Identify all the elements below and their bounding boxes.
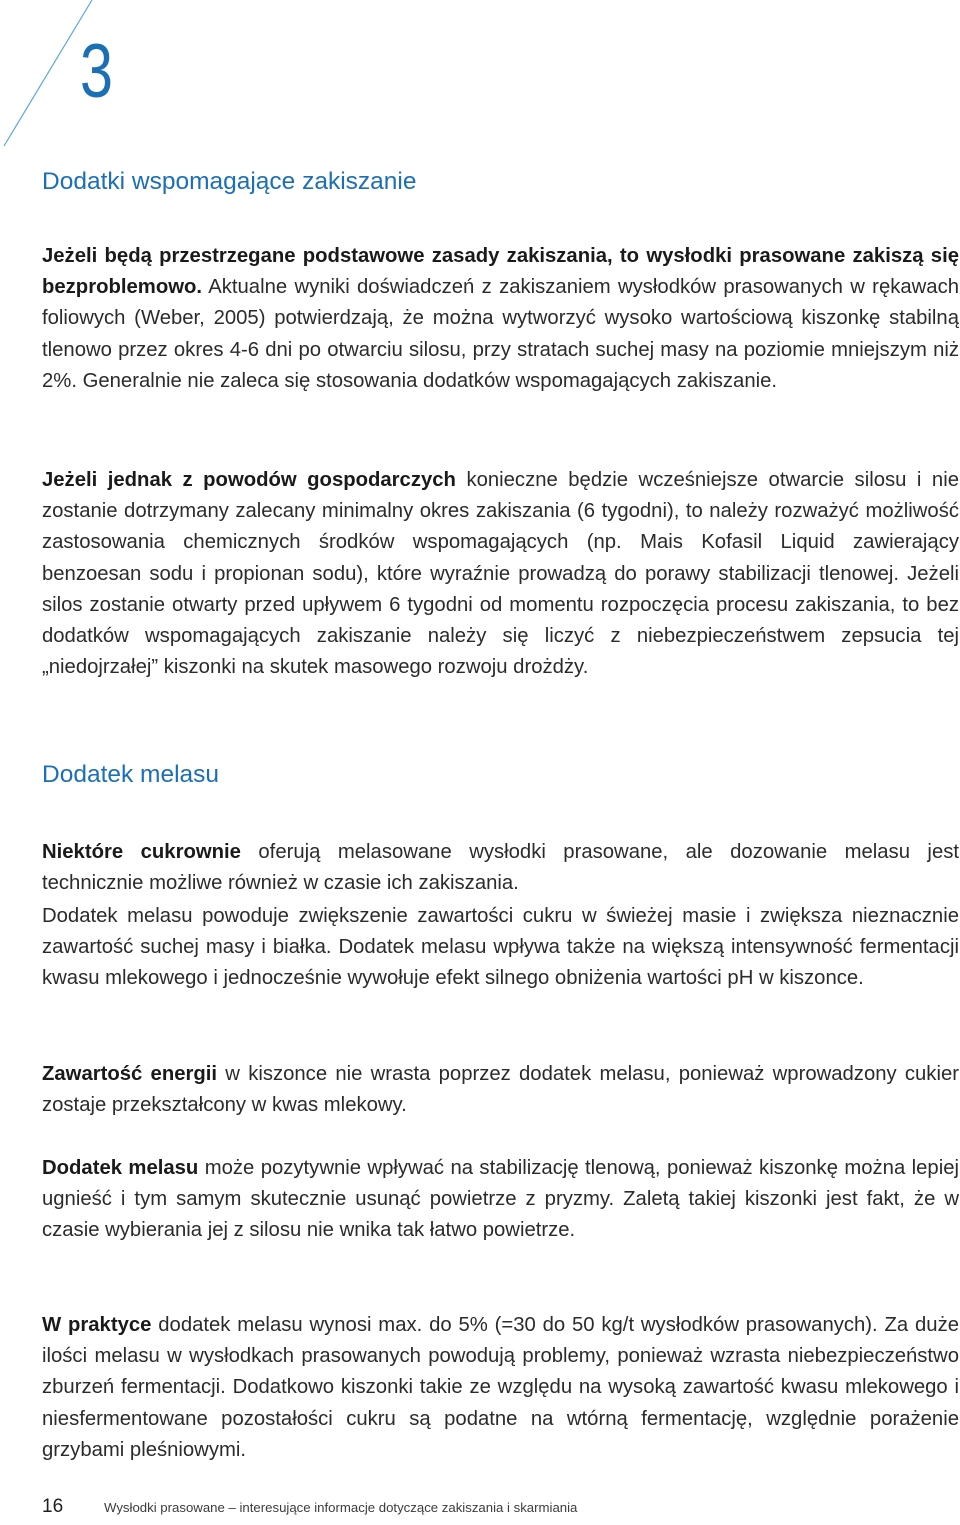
paragraph-economic-bold: Jeżeli jednak z powodów gospodarczych <box>42 469 456 491</box>
section-heading-molasses: Dodatek melasu <box>42 761 220 788</box>
paragraph-sugar-factories-text: oferują melasowane wysłodki prasowane, ale dozowanie melasu jest technicznie możliwe również w czasie ich zakiszania. <box>42 841 959 895</box>
paragraph-in-practice <box>42 1310 959 1466</box>
paragraph-in-practice-text: dodatek melasu wynosi max. do 5% (=30 do 50 kg/t wysłodków prasowanych). Za duże ilości melasu w wysłodkach prasowanych powodują problemy, ponieważ wzrasta niebezpieczeństwo zburzeń fermentacji. Dodatkowo kiszonki takie ze względu na wysoką zawartość kwasu mlekowego i niesfermentowane pozostałości cukru są podatne na wtórną fermentację, względnie porażenie grzybami pleśniowymi. <box>42 1314 960 1461</box>
paragraph-in-practice-bold: W praktyce <box>42 1314 152 1336</box>
paragraph-molasses-effects-text: Dodatek melasu powoduje zwiększenie zawartości cukru w świeżej masie i zwiększa nieznacznie zawartość suchej masy i białka. Dodatek melasu wpływa także na większą intensywność fermentacji kwasu mlekowego i jednocześnie wywołuje efekt silnego obniżenia wartości pH w kiszonce. <box>42 905 959 990</box>
paragraph-intro-text: Aktualne wyniki doświadczeń z zakiszaniem wysłodków prasowanych w rękawach foliowych (Weber, 2005) potwierdzają, że można wytworzyć wysoko wartościową kiszonkę stabilną tlenowo przez okres 4-6 dni po otwarciu silosu, przy stratach suchej masy na poziomie mniejszym niż 2%. Generalnie nie zaleca się stosowania dodatków wspomagających zakiszanie. <box>42 276 959 392</box>
running-title: Wysłodki prasowane – interesujące informacje dotyczące zakiszania i skarmiania <box>104 1500 578 1515</box>
paragraph-energy-bold: Zawartość energii <box>42 1063 218 1085</box>
paragraph-energy-text: w kiszonce nie wrasta poprzez dodatek melasu, ponieważ wprowadzony cukier zostaje przekształcony w kwas mlekowy. <box>42 1063 959 1117</box>
section-heading-additives: Dodatki wspomagające zakiszanie <box>42 168 417 195</box>
chapter-number: 3 <box>80 29 113 114</box>
paragraph-stability-text: może pozytywnie wpływać na stabilizację tlenową, ponieważ kiszonkę można lepiej ugnieść i tym samym skutecznie usunąć powietrze z pryzmy. Zaletą takiej kiszonki jest fakt, że w czasie wybierania jej z silosu nie wnika tak łatwo powietrze. <box>42 1157 959 1242</box>
paragraph-stability-bold: Dodatek melasu <box>42 1157 199 1179</box>
paragraph-intro <box>42 241 959 397</box>
paragraph-molasses-effects <box>42 901 959 995</box>
page-number: 16 <box>42 1496 64 1517</box>
page-footer <box>42 1496 577 1520</box>
paragraph-energy-content <box>42 1059 959 1121</box>
paragraph-sugar-factories-bold: Niektóre cukrownie <box>42 841 241 863</box>
paragraph-intro-bold: Jeżeli będą przestrzegane podstawowe zasady zakiszania, to wysłodki prasowane zakiszą się bezproblemowo. <box>42 245 959 299</box>
paragraph-economic-reasons <box>42 465 959 683</box>
paragraph-sugar-factories <box>42 837 959 899</box>
paragraph-economic-text: konieczne będzie wcześniejsze otwarcie silosu i nie zostanie dotrzymany zalecany minimalny okres zakiszania (6 tygodni), to należy rozważyć możliwość zastosowania chemicznych środków wspomagających (np. Mais Kofasil Liquid zawierający benzoesan sodu i propionan sodu), które wyraźnie prowadzą do porawy stabilizacji tlenowej. Jeżeli silos zostanie otwarty przed upływem 6 tygodni od momentu rozpoczęcia procesu zakiszania, to bez dodatków wspomagających zakiszanie należy się liczyć z niebezpieczeństwem zepsucia tej „niedojrzałej” kiszonki na skutek masowego rozwoju drożdży. <box>42 469 959 679</box>
paragraph-stability <box>42 1153 959 1247</box>
